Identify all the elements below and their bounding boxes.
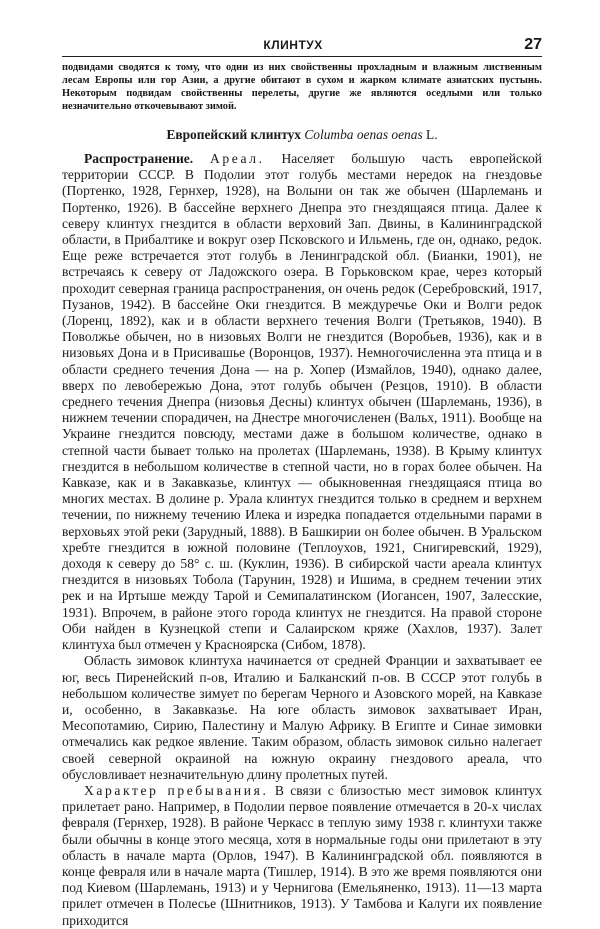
species-author: L. (426, 127, 438, 142)
paragraph-term: Ареал. (210, 151, 265, 166)
intro-paragraph: подвидами сводятся к тому, что одни из них свойственны прохладным и влажным лиственным лесам Европы или гор Азии, а другие обитают в сухом и жарком климате азиатских пустынь. Некоторым подвидам свойственны перелеты, другие же являются оседлыми или только незначительно откочевывают зимой. (62, 62, 542, 112)
paragraph-distribution (62, 151, 542, 653)
paragraph-text: В связи с близостью мест зимовок клинтух прилетает рано. Например, в Подолии первое появление отмечается в 20-х числах февраля (Гернхер, 1928). В районе Черкасс в теплую зиму 1938 г. клинтухи также были обычны в конце этого месяца, хотя в нормальные годы они прилетают в эту область в начале марта (Орлов, 1947). В Калининградской обл. появляются в конце февраля или в начале марта (Тишлер, 1914). В это же время появляются они под Киевом (Шарлемань, 1913) и у Чернигова (Емельяненко, 1913). 11—13 марта прилет отмечен в Полесье (Шнитников, 1913). У Тамбова и Калуги их появление приходится (62, 782, 542, 928)
species-name: Европейский клинтух (166, 127, 302, 142)
running-header (62, 36, 542, 57)
paragraph-wintering (62, 653, 542, 783)
section-heading (62, 127, 542, 143)
paragraph-term: Характер пребывания. (84, 782, 269, 798)
paragraph-text: Населяет большую часть европейской территории СССР. В Подолии этот голубь местами нередок на гнездовье (Портенко, 1928, Гернхер, 1928), на Волыни он так же обычен (Шарлемань и Портенко, 1926). В бассейне верхнего Днепра это гнездящаяся птица. Далее к северу клинтух гнездится в области верховий Зап. Двины, в Калининградской области, в Прибалтике и вокруг озер Псковского и Ильмень, где он, однако, редок. Еще реже встречается этот голубь в Ленинградской обл. (Бианки, 1901), не встречаясь к северу от Ладожского озера. В Горьковском крае, через который проходит северная граница распространения, он очень редок (Серебровский, 1917, Пузанов, 1942). В бассейне Оки гнездится. В междуречье Оки и Волги редок (Лоренц, 1892), как и в области верхнего течения Волги (Третьяков, 1940). В Поволжье обычен, но в низовьях Волги не гнездится (Воробьев, 1936), как и в низовьях Дона и в Присивашье (Воронцов, 1937). Немногочисленна эта птица и в области среднего течения Дона — на р. Хопер (Измайлов, 1940), однако далее, вверх по левобережью Дона, этот голубь обычен (Резцов, 1910). В области среднего течения Днепра (низовья Десны) клинтух обычен (Шарлемань, 1936), в нижнем течении спорадичен, на Днестре многочисленен (Вальх, 1911). Вообще на Украине гнездится повсюду, местами даже в большом количестве, однако в степной части бывает только на пролетах (Шарлемань, 1938). В Крыму клинтух гнездится в небольшом количестве в степной части, но в горах более обычен. На Кавказе, как и в Закавказье, клинтух — обыкновенная гнездящаяся птица во многих местах. В долине р. Урала клинтух гнездится только в среднем и верхнем течении, по нижнему течению Илека и изредка попадается отдельными парами в верховьях этой реки (Зарудный, 1888). В Башкирии он более обычен. В Уральском хребте гнездится в южной половине (Теплоухов, 1921, Снигиревский, 1929), доходя к северу до 58° с. ш. (Куклин, 1936). В сибирской части ареала клинтух гнездится в низовьях Тобола (Тарунин, 1928) и Ишима, в среднем течении этих рек и на Иртыше между Тарой и Семипалатинском (Иогансен, 1907, Залесские, 1931). Впрочем, в районе этого города клинтух не гнездится. На правой стороне Оби найден в Кузнецкой степи и Салаирском кряже (Хахлов, 1937). Залет клинтуха был отмечен у Красноярска (Сибом, 1878). (62, 151, 542, 653)
paragraph-lead: Распространение. (84, 151, 194, 166)
paragraph-residence (62, 783, 542, 929)
species-latin-name: Columba oenas oenas (304, 127, 423, 142)
page-number: 27 (524, 36, 542, 53)
running-title: КЛИНТУХ (263, 38, 323, 52)
paragraph-text: Область зимовок клинтуха начинается от средней Франции и захватывает ее юг, весь Пиренейский п-ов, Италию и Балканский п-ов. В СССР этот голубь в небольшом количестве зимует по берегам Черного и Азовского морей, на Кавказе и, особенно, в Закавказье. На юге область зимовок захватывает Иран, Месопотамию, Сирию, Палестину и Малую Африку. В Египте и Синае зимовки отмечались как редкое явление. Таким образом, область зимовок сильно налегает своей северной окраиной на южную окраину гнездового ареала, что обусловливает незначительную длину пролетных путей. (62, 653, 542, 782)
